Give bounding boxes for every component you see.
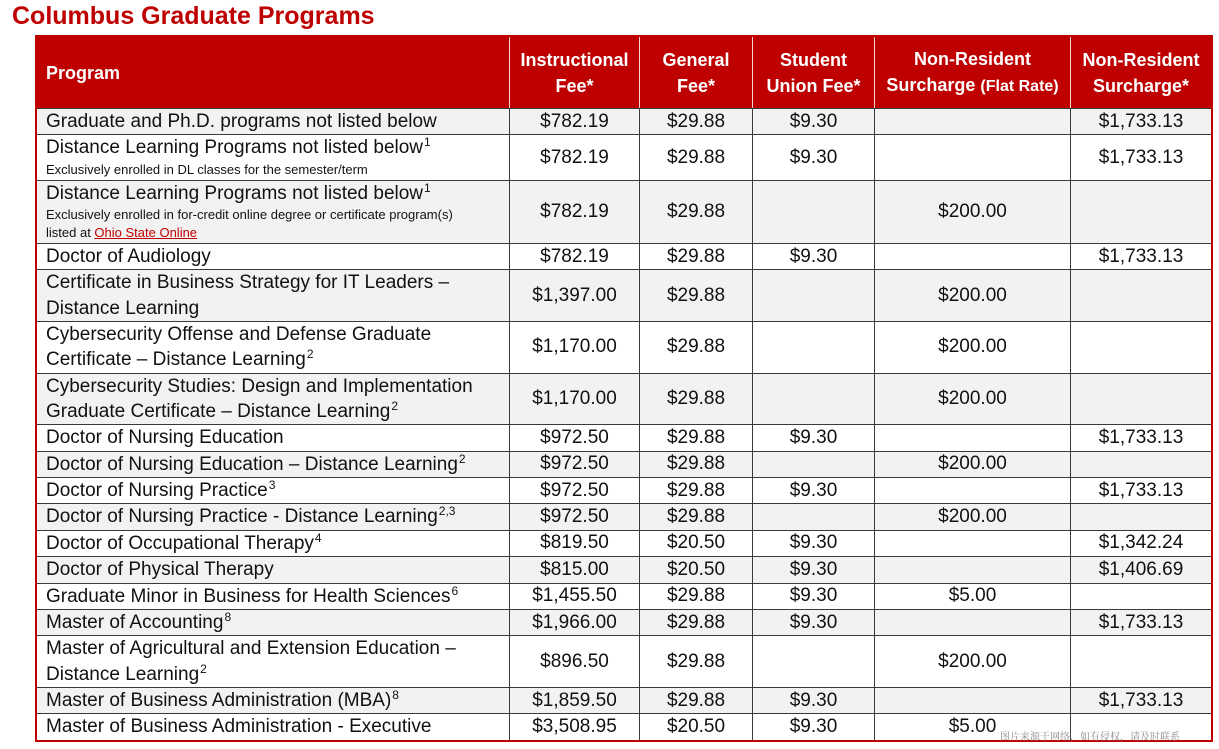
program-cell [37, 109, 510, 134]
program-name-text: Master of Business Administration - Executive [46, 716, 432, 738]
program-cell [37, 714, 510, 739]
table-row [37, 181, 1211, 244]
student-union-fee-cell [753, 452, 875, 477]
nonresident-flat-surcharge-cell [875, 270, 1071, 321]
general-fee-cell [640, 636, 753, 687]
header-line: Instructional [520, 49, 629, 70]
program-name-text: Graduate Certificate – Distance Learning [46, 401, 391, 423]
program-name-text: Doctor of Nursing Education – Distance Learning [46, 453, 458, 475]
table-row [37, 531, 1211, 557]
table-header-row [37, 37, 1211, 109]
table-row [37, 610, 1211, 636]
table-row [37, 109, 1211, 135]
student-union-fee-value: $9.30 [789, 585, 838, 607]
general-fee-value: $29.88 [666, 453, 726, 475]
program-name-line [46, 135, 503, 160]
general-fee-cell [640, 322, 753, 373]
program-cell [37, 135, 510, 179]
student-union-fee-cell [753, 374, 875, 425]
program-cell [37, 557, 510, 582]
page-title: Columbus Graduate Programs [12, 2, 375, 30]
program-name-line [46, 688, 503, 713]
program-cell [37, 270, 510, 321]
footnote-marker: 2 [458, 451, 466, 466]
program-name-line [46, 662, 503, 687]
instructional-fee-cell [510, 478, 640, 503]
student-union-fee-cell [753, 109, 875, 134]
instructional-fee-value: $972.50 [540, 506, 609, 528]
header-line: Fee* [676, 75, 715, 96]
program-cell [37, 374, 510, 425]
student-union-fee-cell [753, 688, 875, 713]
instructional-fee-value: $972.50 [540, 427, 609, 449]
nonresident-surcharge-cell [1071, 610, 1211, 635]
footnote-marker: 2,3 [438, 504, 456, 519]
program-cell [37, 531, 510, 556]
instructional-fee-cell [510, 610, 640, 635]
program-name-text: Doctor of Occupational Therapy [46, 532, 314, 554]
footnote-marker: 1 [424, 135, 431, 150]
program-name-line [46, 399, 503, 424]
instructional-fee-value: $819.50 [540, 532, 609, 554]
program-name-text: Doctor of Nursing Practice - Distance Learning [46, 506, 438, 528]
instructional-fee-cell [510, 109, 640, 134]
header-line: General [662, 49, 730, 70]
nonresident-surcharge-cell [1071, 478, 1211, 503]
watermark: 图片来源于网络，如有侵权，请及时联系 [1000, 732, 1180, 743]
table-row [37, 584, 1211, 610]
table-row [37, 244, 1211, 270]
footnote-marker: 2 [391, 399, 398, 414]
nonresident-flat-surcharge-cell [875, 425, 1071, 450]
student-union-fee-cell [753, 714, 875, 739]
nonresident-surcharge-value: $1,733.13 [1098, 110, 1184, 132]
general-fee-value: $29.88 [666, 427, 726, 449]
instructional-fee-value: $815.00 [540, 558, 609, 580]
header-line: Non-Resident [1082, 49, 1200, 70]
student-union-fee-value: $9.30 [789, 689, 838, 711]
student-union-fee-value: $9.30 [789, 611, 838, 633]
program-name-line [46, 610, 503, 635]
program-name-line [46, 584, 503, 609]
student-union-fee-cell [753, 610, 875, 635]
instructional-fee-value: $896.50 [540, 650, 609, 672]
program-name-line [46, 714, 503, 739]
program-cell [37, 452, 510, 477]
nonresident-flat-surcharge-value: $5.00 [948, 585, 997, 607]
instructional-fee-cell [510, 181, 640, 243]
student-union-fee-value: $9.30 [789, 146, 838, 168]
nonresident-surcharge-value: $1,733.13 [1098, 611, 1184, 633]
program-name-line [46, 557, 503, 582]
instructional-fee-value: $1,170.00 [532, 336, 617, 358]
program-note-text: Exclusively enrolled in for-credit online degree or certificate program(s) [46, 207, 453, 223]
general-fee-cell [640, 425, 753, 450]
table-row [37, 135, 1211, 180]
general-fee-cell [640, 374, 753, 425]
instructional-fee-cell [510, 322, 640, 373]
nonresident-surcharge-cell [1071, 244, 1211, 269]
instructional-fee-cell [510, 504, 640, 529]
table-row [37, 557, 1211, 583]
general-fee-cell [640, 478, 753, 503]
student-union-fee-cell [753, 584, 875, 609]
header-label: Program [46, 62, 121, 83]
instructional-fee-cell [510, 135, 640, 179]
nonresident-flat-surcharge-cell [875, 688, 1071, 713]
nonresident-surcharge-cell [1071, 181, 1211, 243]
header-label-group [886, 46, 1058, 100]
nonresident-flat-surcharge-cell [875, 610, 1071, 635]
student-union-fee-cell [753, 504, 875, 529]
general-fee-value: $29.88 [666, 650, 726, 672]
general-fee-cell [640, 557, 753, 582]
instructional-fee-cell [510, 270, 640, 321]
header-line: Fee* [555, 75, 594, 96]
header-line-note: (Flat Rate) [980, 77, 1059, 95]
student-union-fee-cell [753, 478, 875, 503]
student-union-fee-cell [753, 531, 875, 556]
instructional-fee-value: $1,859.50 [532, 689, 617, 711]
nonresident-surcharge-cell [1071, 109, 1211, 134]
student-union-fee-cell [753, 135, 875, 179]
general-fee-cell [640, 135, 753, 179]
program-name-line [46, 452, 503, 477]
nonresident-surcharge-value: $1,733.13 [1098, 146, 1184, 168]
instructional-fee-value: $3,508.95 [532, 715, 617, 737]
header-line: Student [779, 49, 847, 70]
nonresident-surcharge-cell [1071, 135, 1211, 179]
nonresident-flat-surcharge-cell [875, 181, 1071, 243]
footnote-marker: 3 [268, 478, 276, 493]
footnote-marker: 2 [306, 347, 314, 362]
nonresident-flat-surcharge-cell [875, 244, 1071, 269]
instructional-fee-value: $782.19 [540, 146, 609, 168]
nonresident-surcharge-value: $1,733.13 [1098, 245, 1184, 267]
header-line: Non-Resident [914, 48, 1031, 69]
general-fee-cell [640, 270, 753, 321]
program-name-line [46, 181, 503, 206]
instructional-fee-value: $1,397.00 [532, 284, 617, 306]
instructional-fee-cell [510, 714, 640, 739]
instructional-fee-value: $782.19 [540, 245, 609, 267]
program-name-line [46, 270, 503, 295]
program-name-text: Distance Learning [46, 663, 200, 685]
instructional-fee-value: $1,455.50 [532, 585, 617, 607]
instructional-fee-cell [510, 531, 640, 556]
nonresident-flat-surcharge-value: $200.00 [938, 650, 1007, 672]
table-body [37, 109, 1211, 740]
general-fee-cell [640, 109, 753, 134]
nonresident-flat-surcharge-value: $200.00 [938, 284, 1007, 306]
footnote-marker: 1 [424, 180, 431, 195]
nonresident-flat-surcharge-value: $200.00 [938, 506, 1007, 528]
nonresident-flat-surcharge-cell [875, 322, 1071, 373]
instructional-fee-cell [510, 244, 640, 269]
general-fee-cell [640, 452, 753, 477]
program-name-text: Distance Learning [46, 297, 200, 319]
footnote-marker: 8 [224, 609, 232, 624]
student-union-fee-value: $9.30 [789, 715, 838, 737]
program-name-text: Master of Business Administration (MBA) [46, 689, 392, 711]
student-union-fee-cell [753, 636, 875, 687]
instructional-fee-value: $972.50 [540, 479, 609, 501]
program-cell [37, 322, 510, 373]
table-row [37, 452, 1211, 478]
nonresident-flat-surcharge-cell [875, 374, 1071, 425]
table-row [37, 504, 1211, 530]
nonresident-flat-surcharge-cell [875, 584, 1071, 609]
program-cell [37, 504, 510, 529]
program-name-text: Doctor of Nursing Practice [46, 480, 268, 502]
nonresident-surcharge-cell [1071, 688, 1211, 713]
program-cell [37, 181, 510, 243]
program-cell [37, 610, 510, 635]
nonresident-flat-surcharge-value: $200.00 [938, 388, 1007, 410]
nonresident-flat-surcharge-value: $200.00 [938, 200, 1007, 222]
program-name-text: Doctor of Nursing Education [46, 427, 284, 449]
nonresident-flat-surcharge-cell [875, 557, 1071, 582]
program-name-text: Certificate in Business Strategy for IT Leaders – [46, 272, 450, 294]
program-name-text: Certificate – Distance Learning [46, 349, 306, 371]
student-union-fee-value: $9.30 [789, 110, 838, 132]
program-note-text: Exclusively enrolled in DL classes for the semester/term [46, 161, 368, 177]
general-fee-value: $29.88 [666, 245, 726, 267]
header-line: Union Fee* [766, 75, 861, 96]
instructional-fee-cell [510, 636, 640, 687]
program-name-text: Master of Accounting [46, 611, 224, 633]
nonresident-flat-surcharge-cell [875, 478, 1071, 503]
nonresident-surcharge-cell [1071, 531, 1211, 556]
instructional-fee-value: $782.19 [540, 110, 609, 132]
student-union-fee-value: $9.30 [789, 532, 838, 554]
nonresident-surcharge-cell [1071, 270, 1211, 321]
general-fee-value: $20.50 [666, 558, 726, 580]
column-header-instructional-fee [510, 37, 640, 108]
program-name-text: Graduate Minor in Business for Health Sciences [46, 585, 451, 607]
program-name-line [46, 296, 503, 321]
header-line: Surcharge* [1092, 75, 1190, 96]
program-name-line [46, 347, 503, 372]
instructional-fee-cell [510, 557, 640, 582]
nonresident-surcharge-cell [1071, 636, 1211, 687]
header-label-group [766, 47, 860, 99]
table-row [37, 688, 1211, 714]
general-fee-value: $29.88 [666, 689, 726, 711]
student-union-fee-cell [753, 322, 875, 373]
student-union-fee-cell [753, 270, 875, 321]
program-note [46, 224, 503, 242]
general-fee-value: $29.88 [666, 611, 726, 633]
instructional-fee-cell [510, 688, 640, 713]
table-row [37, 636, 1211, 688]
nonresident-surcharge-cell [1071, 584, 1211, 609]
instructional-fee-value: $1,966.00 [532, 611, 617, 633]
program-name-line [46, 425, 503, 450]
student-union-fee-cell [753, 425, 875, 450]
program-name-line [46, 322, 503, 347]
table-row [37, 270, 1211, 322]
general-fee-cell [640, 610, 753, 635]
student-union-fee-value: $9.30 [789, 427, 838, 449]
program-name-line [46, 636, 503, 661]
footnote-marker: 8 [392, 687, 399, 702]
instructional-fee-value: $782.19 [540, 200, 609, 222]
instructional-fee-cell [510, 584, 640, 609]
nonresident-flat-surcharge-value: $5.00 [948, 715, 997, 737]
table-row [37, 478, 1211, 504]
program-note [46, 206, 503, 224]
header-label-group [1083, 47, 1200, 99]
program-note-text: listed at [46, 225, 95, 241]
program-cell [37, 636, 510, 687]
nonresident-flat-surcharge-cell [875, 504, 1071, 529]
column-header-nonresident-flat [875, 37, 1071, 108]
nonresident-flat-surcharge-cell [875, 109, 1071, 134]
table-row [37, 374, 1211, 426]
general-fee-value: $29.88 [666, 585, 726, 607]
program-cell [37, 244, 510, 269]
program-name-text: Distance Learning Programs not listed below [46, 137, 424, 159]
program-name-text: Graduate and Ph.D. programs not listed below [46, 111, 437, 132]
student-union-fee-cell [753, 557, 875, 582]
program-name-line [46, 244, 503, 269]
program-name-text: Distance Learning Programs not listed below [46, 182, 424, 204]
general-fee-cell [640, 504, 753, 529]
program-name-line [46, 504, 503, 529]
fee-table [35, 35, 1213, 742]
program-cell [37, 688, 510, 713]
instructional-fee-cell [510, 425, 640, 450]
general-fee-cell [640, 688, 753, 713]
column-header-program [37, 37, 510, 108]
nonresident-surcharge-cell [1071, 322, 1211, 373]
program-name-text: Doctor of Audiology [46, 246, 211, 268]
header-label-group [520, 47, 628, 99]
instructional-fee-value: $972.50 [540, 453, 609, 475]
program-name-text: Cybersecurity Offense and Defense Graduate [46, 324, 432, 346]
student-union-fee-value: $9.30 [789, 245, 838, 267]
nonresident-surcharge-cell [1071, 374, 1211, 425]
general-fee-value: $29.88 [666, 336, 726, 358]
nonresident-flat-surcharge-value: $200.00 [938, 336, 1007, 358]
column-header-nonresident-surcharge [1071, 37, 1211, 108]
nonresident-flat-surcharge-value: $200.00 [938, 453, 1007, 475]
nonresident-surcharge-value: $1,342.24 [1098, 532, 1184, 554]
program-name-text: Master of Agricultural and Extension Education – [46, 638, 456, 660]
nonresident-surcharge-value: $1,733.13 [1098, 479, 1184, 501]
nonresident-surcharge-value: $1,733.13 [1098, 427, 1184, 449]
header-label-group [662, 47, 729, 99]
instructional-fee-cell [510, 452, 640, 477]
program-name-line [46, 374, 503, 399]
general-fee-value: $29.88 [666, 388, 726, 410]
program-name-text: Doctor of Physical Therapy [46, 559, 274, 581]
general-fee-value: $20.50 [666, 715, 726, 737]
ohio-state-online-link[interactable]: Ohio State Online [94, 225, 198, 241]
program-name-text: Cybersecurity Studies: Design and Implementation [46, 375, 473, 397]
student-union-fee-value: $9.30 [789, 558, 838, 580]
program-name-line [46, 531, 503, 556]
program-name-line [46, 109, 503, 134]
column-header-student-union-fee [753, 37, 875, 108]
general-fee-cell [640, 714, 753, 739]
header-line [886, 72, 1058, 100]
general-fee-cell [640, 181, 753, 243]
program-cell [37, 478, 510, 503]
student-union-fee-value: $9.30 [789, 479, 838, 501]
program-cell [37, 584, 510, 609]
general-fee-value: $29.88 [666, 110, 726, 132]
table-row [37, 425, 1211, 451]
instructional-fee-cell [510, 374, 640, 425]
program-name-line [46, 478, 503, 503]
program-note [46, 161, 503, 179]
nonresident-flat-surcharge-cell [875, 636, 1071, 687]
nonresident-surcharge-cell [1071, 452, 1211, 477]
instructional-fee-value: $1,170.00 [532, 388, 617, 410]
general-fee-value: $29.88 [666, 284, 726, 306]
general-fee-cell [640, 584, 753, 609]
student-union-fee-cell [753, 181, 875, 243]
table-row [37, 322, 1211, 374]
nonresident-flat-surcharge-cell [875, 135, 1071, 179]
nonresident-surcharge-value: $1,406.69 [1098, 558, 1184, 580]
general-fee-value: $29.88 [666, 146, 726, 168]
general-fee-value: $29.88 [666, 479, 726, 501]
program-cell [37, 425, 510, 450]
general-fee-value: $29.88 [666, 506, 726, 528]
general-fee-cell [640, 531, 753, 556]
general-fee-value: $29.88 [666, 200, 726, 222]
footnote-marker: 4 [314, 530, 322, 545]
column-header-general-fee [640, 37, 753, 108]
footnote-marker: 2 [200, 661, 207, 676]
nonresident-surcharge-cell [1071, 425, 1211, 450]
nonresident-flat-surcharge-cell [875, 452, 1071, 477]
nonresident-surcharge-cell [1071, 557, 1211, 582]
header-line-text: Surcharge [886, 74, 976, 95]
nonresident-surcharge-cell [1071, 504, 1211, 529]
general-fee-value: $20.50 [666, 532, 726, 554]
general-fee-cell [640, 244, 753, 269]
student-union-fee-cell [753, 244, 875, 269]
nonresident-surcharge-value: $1,733.13 [1098, 689, 1184, 711]
footnote-marker: 6 [451, 583, 459, 598]
nonresident-flat-surcharge-cell [875, 531, 1071, 556]
